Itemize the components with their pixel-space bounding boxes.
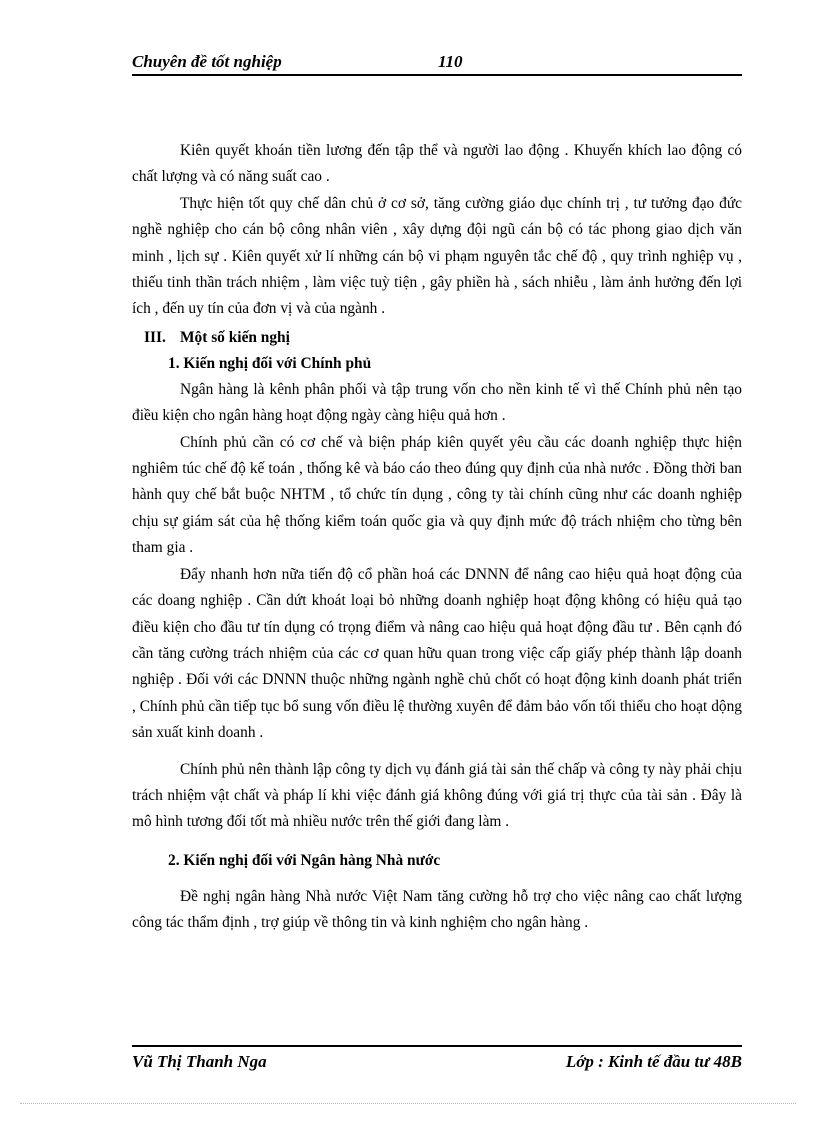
page-edge-divider	[20, 1103, 796, 1104]
section-title: Một số kiến nghị	[180, 328, 290, 346]
page-header	[132, 48, 742, 76]
paragraph: Đề nghị ngân hàng Nhà nước Việt Nam tăng cường hỗ trợ cho việc nâng cao chất lượng công tác thẩm định , trợ giúp về thông tin và kinh nghiệm cho ngân hàng .	[132, 887, 742, 932]
header-title: Chuyên đề tốt nghiệp	[132, 52, 282, 71]
paragraph: Ngân hàng là kênh phân phối và tập trung vốn cho nền kinh tế vì thế Chính phủ nên tạo điều kiện cho ngân hàng hoạt động ngày càng hiệu quả hơn .	[132, 380, 742, 425]
section-heading-3	[132, 325, 742, 351]
paragraph: Chính phủ nên thành lập công ty dịch vụ đánh giá tài sản thế chấp và công ty này phải chịu trách nhiệm vật chất và pháp lí khi việc đánh giá không đúng với giá trị thực của tài sản . Đây là mô hình tương đối tốt mà nhiều nước trên thế giới đang làm .	[132, 760, 742, 831]
subsection-heading-1: 1. Kiến nghị đối với Chính phủ	[168, 354, 372, 372]
page-number: 110	[438, 52, 463, 71]
paragraph: Đẩy nhanh hơn nữa tiến độ cổ phần hoá các DNNN để nâng cao hiệu quả hoạt động của các doang nghiệp . Cần dứt khoát loại bỏ những doanh nghiệp hoạt động không có hiệu quả tạo điều kiện cho đầu tư tín dụng có trọng điểm và nâng cao hiệu quả hoạt động đầu tư . Bên cạnh đó cần tăng cường trách nhiệm của các cơ quan hữu quan trong việc cấp giấy phép thành lập doanh nghiệp . Đối với các DNNN thuộc những ngành nghề chủ chốt có hoạt động kinh doanh phát triển , Chính phủ cần tiếp tục bổ sung vốn điều lệ thường xuyên để đảm bảo vốn tối thiểu cho hoạt dộng sản xuất kinh doanh .	[132, 565, 742, 742]
section-number: III.	[144, 328, 166, 346]
page-footer	[132, 1045, 742, 1077]
paragraph: Chính phủ cần có cơ chế và biện pháp kiên quyết yêu cầu các doanh nghiệp thực hiện nghiêm túc chế độ kế toán , thống kê và báo cáo theo đúng quy định của nhà nước . Đồng thời ban hành quy chế bắt buộc NHTM , tổ chức tín dụng , công ty tài chính cũng như các doanh nghiệp chịu sự giám sát của hệ thống kiểm toán quốc gia và quy định mức độ trách nhiệm cho từng bên tham gia .	[132, 433, 742, 557]
footer-author: Vũ Thị Thanh Nga	[132, 1052, 267, 1071]
paragraph: Thực hiện tốt quy chế dân chủ ở cơ sở, tăng cường giáo dục chính trị , tư tưởng đạo đức nghề nghiệp cho cán bộ công nhân viên , xây dựng đội ngũ cán bộ có tác phong giao dịch văn minh , lịch sự . Kiên quyết xử lí những cán bộ vi phạm nguyên tắc chế độ , quy trình nghiệp vụ , thiếu tinh thần trách nhiệm , làm việc tuỳ tiện , gây phiền hà , sách nhiễu , làm ảnh hưởng đến lợi ích , đến uy tín của đơn vị và của ngành .	[132, 194, 742, 318]
document-body	[132, 138, 742, 937]
footer-class: Lớp : Kinh tế đầu tư 48B	[565, 1052, 742, 1071]
subsection-heading-2: 2. Kiến nghị đối với Ngân hàng Nhà nước	[168, 851, 441, 869]
paragraph: Kiên quyết khoán tiền lương đến tập thể và người lao động . Khuyến khích lao động có chất lượng và có năng suất cao .	[132, 142, 742, 186]
